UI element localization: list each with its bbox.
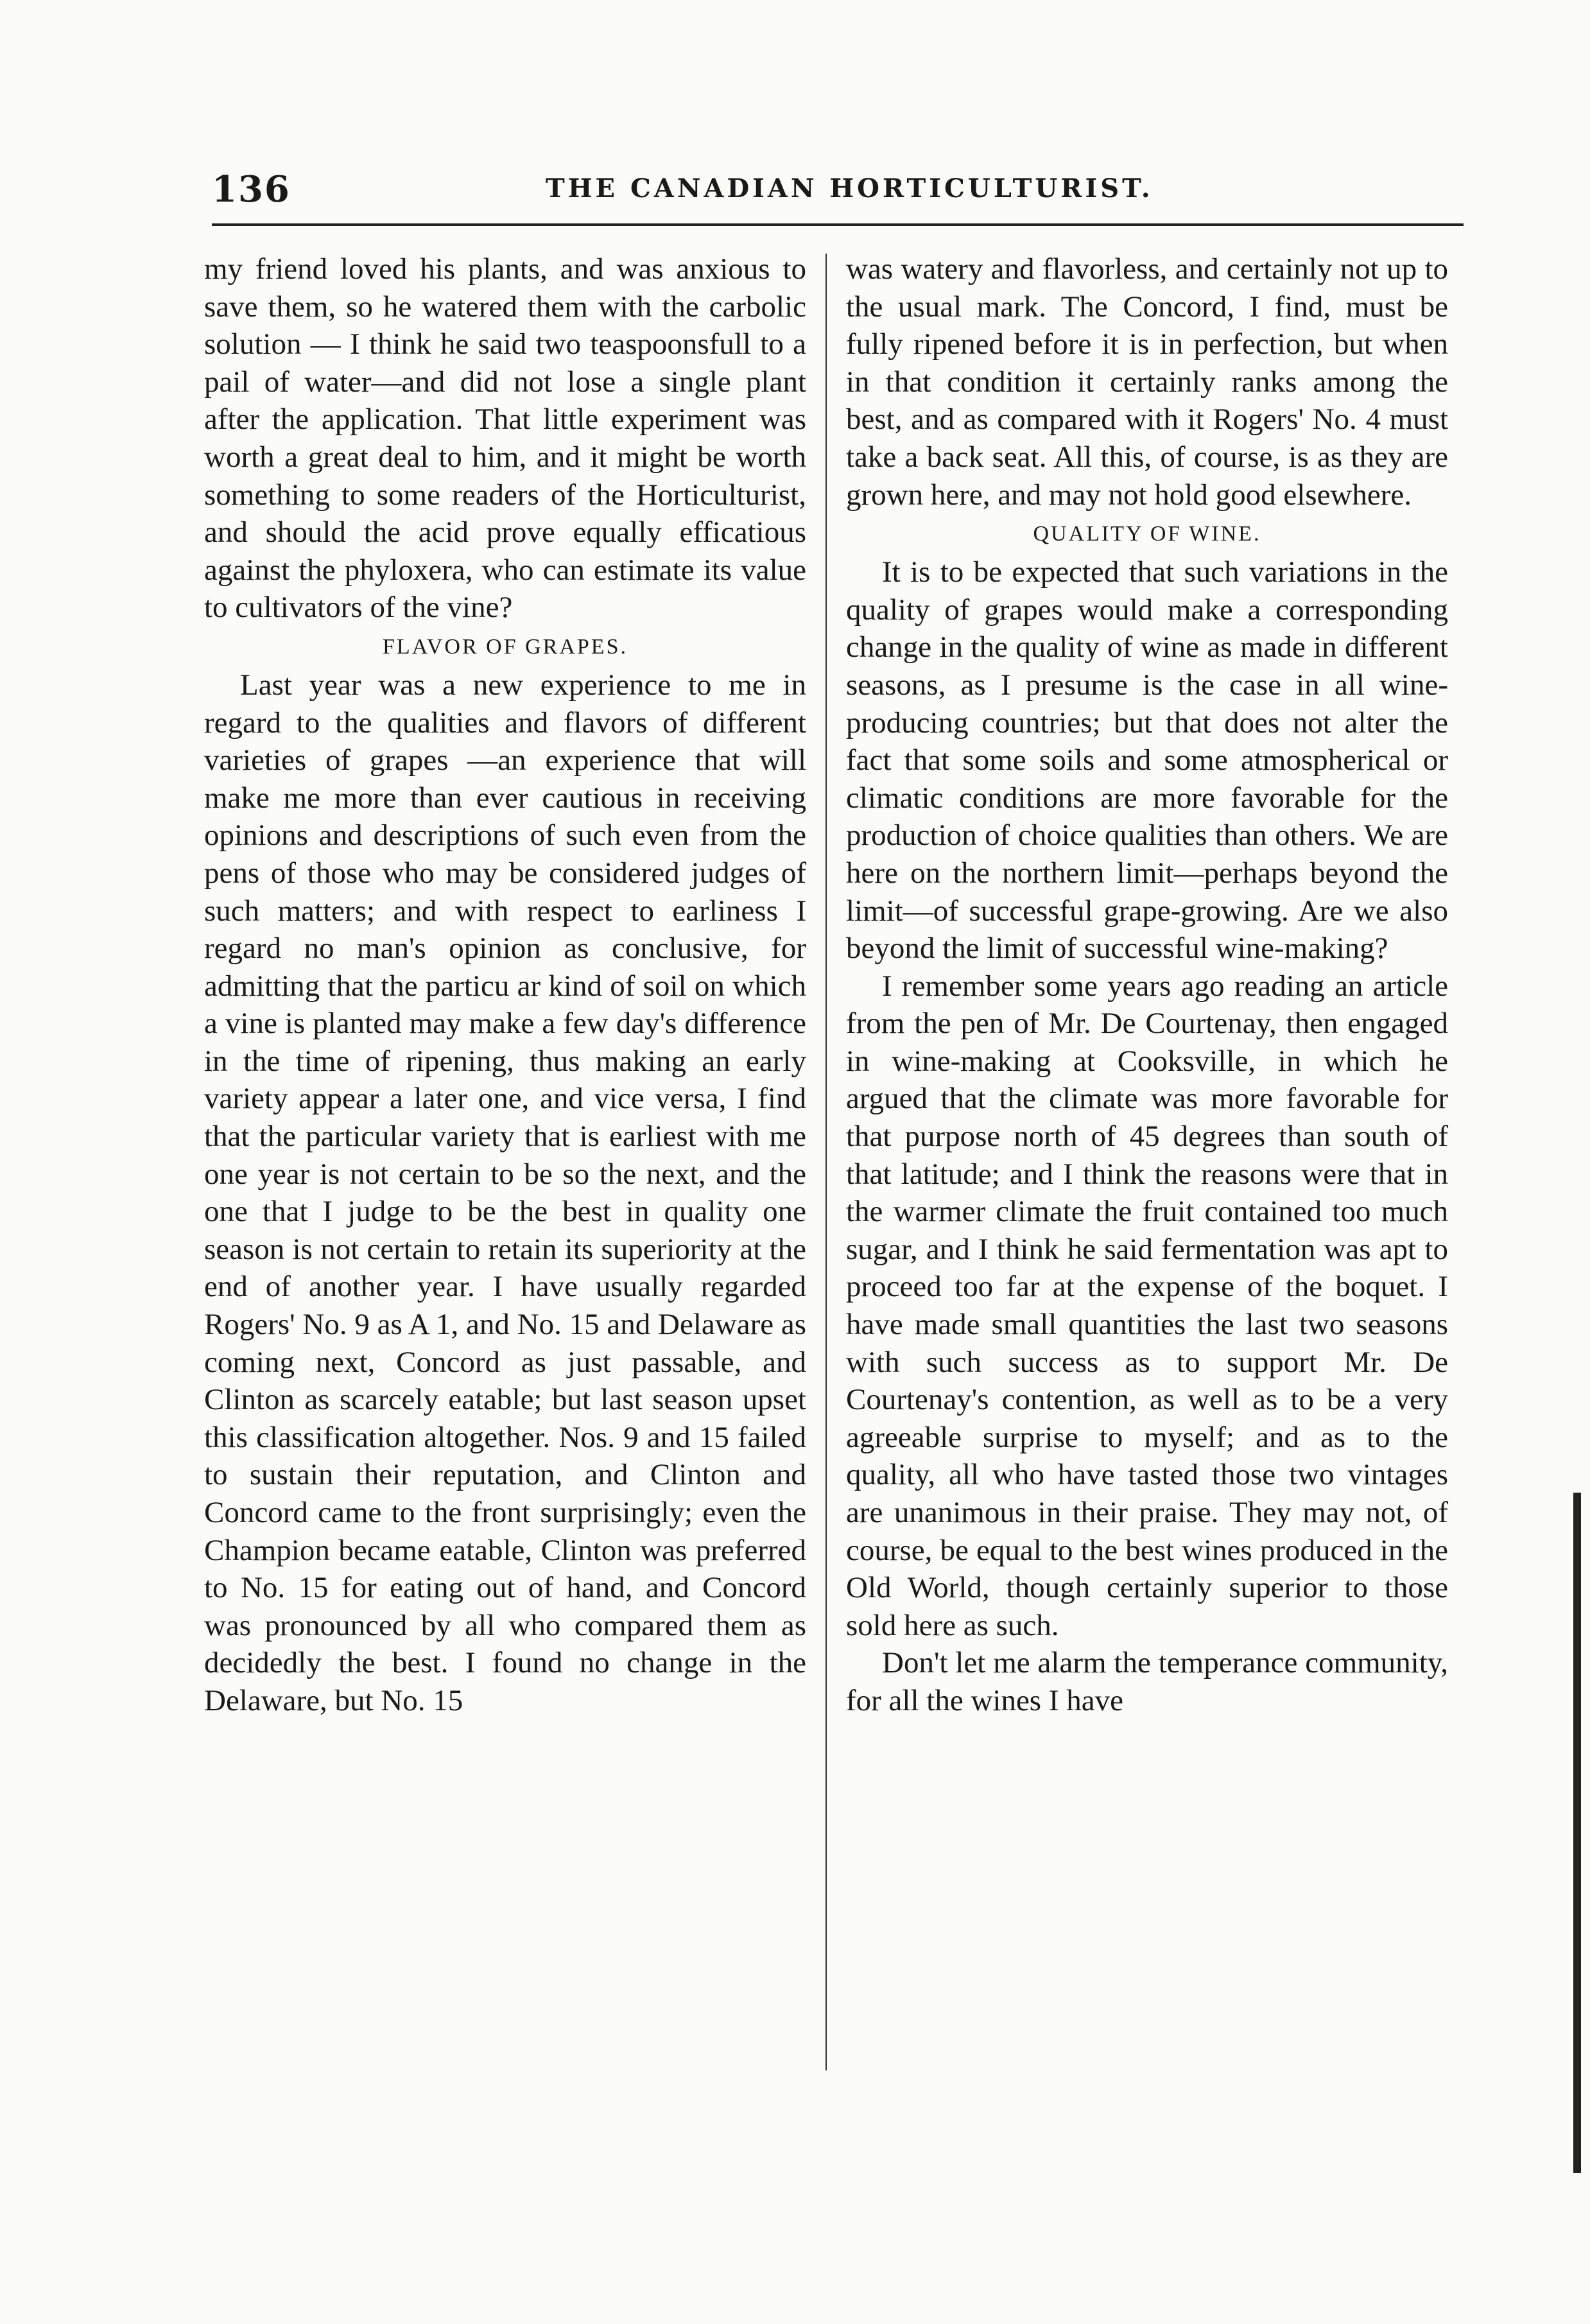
paragraph: It is to be expected that such variations in the quality of grapes would make a corresponding change in the quality of wine as made in different seasons, as I presume is the case in all wine-producing countries; but that does not alter the fact that some soils and some atmospherical or climatic conditions are more favorable for the production of choice qualities than others. We are here on the northern limit—perhaps beyond the limit—of successful grape-growing. Are we also beyond the limit of successful wine-making? (846, 555, 1448, 966)
paragraph: my friend loved his plants, and was anxious to save them, so he watered them with the carbolic solution — I think he said two teaspoonsfull to a pail of water—and did not lose a single plant after the application. That little experiment was worth a great deal to him, and it might be worth something to some readers of the Horticulturist, and should the acid prove equally efficatious against the phyloxera, who can estimate its value to cultivators of the vine? (204, 252, 806, 625)
section-heading-wine: QUALITY OF WINE. (1033, 522, 1261, 546)
paragraph: was watery and flavorless, and certainly not up to the usual mark. The Concord, I find, must be fully ripened before it is in perfection, but when in that condition it certainly ranks among the best, and as compared with it Rogers' No. 4 must take a back seat. All this, of course, is as they are grown here, and may not hold good elsewhere. (846, 252, 1448, 512)
running-title: THE CANADIAN HORTICULTURIST. (546, 173, 1154, 204)
column-divider (825, 254, 827, 2070)
header-rule (212, 223, 1464, 226)
page-edge-shadow (1573, 1493, 1581, 2173)
left-column (204, 250, 806, 1720)
paragraph: Last year was a new experience to me in regard to the qualities and flavors of different varieties of grapes —an experience that will make me more than ever cautious in receiving opinions and descriptions of such even from the pens of those who may be considered judges of such matters; and with respect to earliness I regard no man's opinion as conclusive, for admitting that the particu ar kind of soil on which a vine is planted may make a few day's difference in the time of ripening, thus making an early variety appear a later one, and vice versa, I find that the particular variety that is earliest with me one year is not certain to be so the next, and the one that I judge to be the best in quality one season is not certain to retain its superiority at the end of another year. I have usually regarded Rogers' No. 9 as A 1, and No. 15 and Delaware as coming next, Concord as just passable, and Clinton as scarcely eatable; but last season upset this classification altogether. Nos. 9 and 15 failed to sustain their reputation, and Clinton and Concord came to the front surprisingly; even the Champion became eatable, Clinton was preferred to No. 15 for eating out of hand, and Concord was pronounced by all who compared them as decidedly the best. I found no change in the Delaware, but No. 15 (204, 668, 806, 1717)
section-heading-flavor: FLAVOR OF GRAPES. (383, 634, 628, 659)
right-column (846, 250, 1448, 1720)
page-header (212, 168, 1464, 213)
paragraph: I remember some years ago reading an article from the pen of Mr. De Courtenay, then engaged in wine-making at Cooksville, in which he argued that the climate was more favorable for that purpose north of 45 degrees than south of that latitude; and I think the reasons were that in the warmer climate the fruit contained too much sugar, and I think he said fermentation was apt to proceed too far at the expense of the boquet. I have made small quantities the last two seasons with such success as to support Mr. De Courtenay's contention, as well as to be a very agreeable surprise to myself; and as to the quality, all who have tasted those two vintages are unanimous in their praise. They may not, of course, be equal to the best wines produced in the Old World, though certainly superior to those sold here as such. (846, 969, 1448, 1642)
paragraph: Don't let me alarm the temperance community, for all the wines I have (846, 1646, 1448, 1717)
page-number: 136 (212, 168, 291, 211)
